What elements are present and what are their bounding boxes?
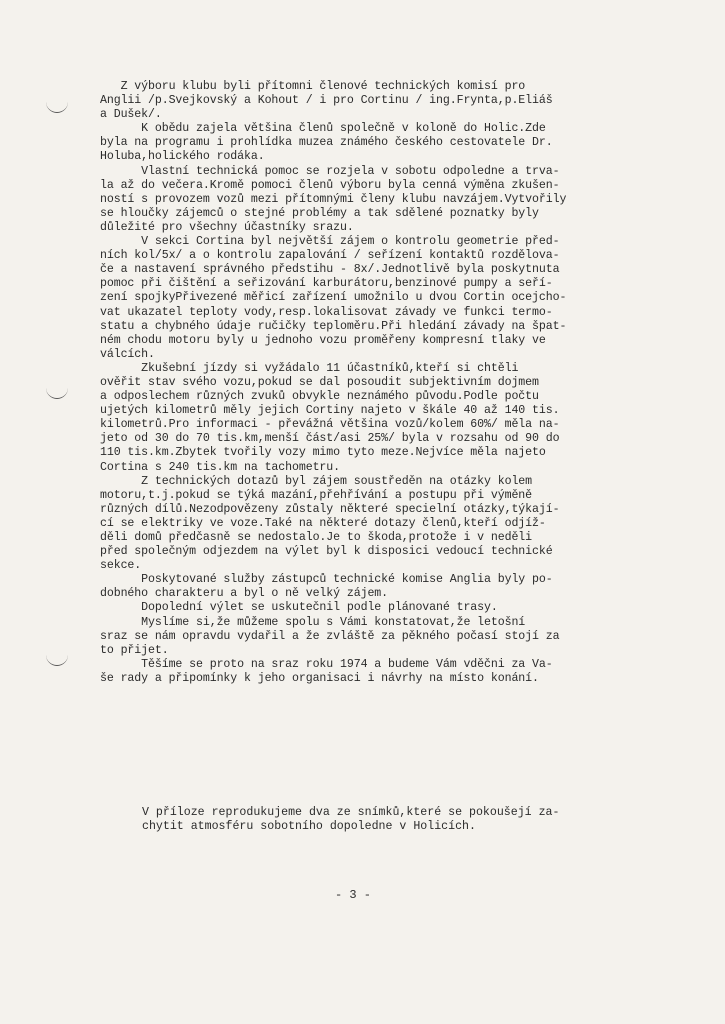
text-line: Z výboru klubu byli přítomni členové technických komisí pro [100,80,526,93]
text-line: různých dílů.Nezodpovězeny zůstaly některé specielní otázky,týkají- [100,502,560,516]
text-line: Poskytované služby zástupců technické komise Anglia byly po- [100,573,553,587]
paragraph [100,475,700,574]
text-line: vat ukazatel teploty vody,resp.lokalisovat závady ve funkci termo- [100,305,553,319]
paragraph [100,601,700,615]
attachment-note [142,806,702,834]
text-line: la až do večera.Kromě pomoci členů výboru byla cenná výměna zkušen- [100,178,560,192]
punch-hole-mark [46,388,68,399]
text-line: kilometrů.Pro informaci - převážná většina vozů/kolem 60%/ měla na- [100,418,560,432]
text-line: Zkušební jízdy si vyžádalo 11 účastníků,kteří si chtěli [100,361,519,375]
paragraph [100,122,700,164]
text-line: Myslíme si,že můžeme spolu s Vámi konstatovat,že letošní [100,615,526,629]
text-line: dobného charakteru a byl o ně velký zájem. [100,587,389,601]
paragraph [100,658,700,686]
text-line: před společným odjezdem na výlet byl k disposici vedoucí technické [100,545,553,559]
text-line: sekce. [100,559,142,573]
text-line: se hloučky zájemců o stejné problémy a tak sdělené poznatky byly [100,206,539,220]
paragraph [100,616,700,658]
text-line: Anglii /p.Svejkovský a Kohout / i pro Cortinu / ing.Frynta,p.Eliáš [100,94,553,108]
text-line: V příloze reprodukujeme dva ze snímků,které se pokoušejí za- [142,806,560,819]
paragraph [100,235,700,362]
text-line: Vlastní technická pomoc se rozjela v sobotu odpoledne a trva- [100,164,560,178]
text-line: Holuba,holického rodáka. [100,150,265,164]
paragraph [100,362,700,475]
text-line: důležité pro všechny účastníky srazu. [100,220,354,234]
text-line: statu a chybného údaje ručičky teploměru.Při hledání závady na špat- [100,319,567,333]
punch-hole-mark [46,655,68,666]
text-line: a odposlechem různých zvuků obvykle neznámého původu.Podle počtu [100,390,539,404]
text-line: Těšíme se proto na sraz roku 1974 a budeme Vám vděčni za Va- [100,657,553,671]
text-line: Z technických dotazů byl zájem soustředěn na otázky kolem [100,474,533,488]
text-line: V sekci Cortina byl největší zájem o kontrolu geometrie před- [100,235,560,249]
text-line: še rady a připomínky k jeho organisaci i návrhy na místo konání. [100,671,539,685]
text-line: chytit atmosféru sobotního dopoledne v Holicích. [142,820,476,834]
text-line: a Dušek/. [100,108,162,122]
text-line: válcích. [100,347,155,361]
page-number: - 3 - [334,888,371,902]
text-line: K obědu zajela většina členů společně v koloně do Holic.Zde [100,122,546,136]
text-line: če a nastavení správného předstihu - 8x/.Jednotlivě byla poskytnuta [100,263,560,277]
text-line: ních kol/5x/ a o kontrolu zapalování / seřízení kontaktů rozdělova- [100,249,560,263]
text-line: motoru,t.j.pokud se týká mazání,přehřívání a postupu při výměně [100,488,533,502]
text-line: sraz se nám opravdu vydařil a že zvláště za pěkného počasí stojí za [100,629,560,643]
text-line: ověřit stav svého vozu,pokud se dal posoudit subjektivním dojmem [100,375,539,389]
text-line: 110 tis.km.Zbytek tvořily vozy mimo tyto meze.Nejvíce měla najeto [100,446,546,460]
paragraph [100,165,700,235]
text-line: to přijet. [100,643,169,657]
text-line: ujetých kilometrů měly jejich Cortiny najeto v škále 40 až 140 tis. [100,404,560,418]
paragraph [100,573,700,601]
text-line: ností s provozem vozů mezi přítomnými členy klubu navzájem.Vytvořily [100,192,567,206]
typewritten-body [100,80,700,686]
punch-hole-mark [46,102,68,113]
text-line: pomoc při čištění a seřizování karburátoru,benzinové pumpy a seří- [100,277,553,291]
text-line: byla na programu i prohlídka muzea známého českého cestovatele Dr. [100,136,553,150]
text-line: zení spojkyPřivezené měřicí zařízení umožnilo u dvou Cortin ocejcho- [100,291,567,305]
text-line: děli domů předčasně se nedostalo.Je to škoda,protože i v neděli [100,531,533,544]
text-line: ném chodu motoru byly u jednoho vozu proměřeny kompresní tlaky ve [100,333,546,347]
text-line: Cortina s 240 tis.km na tachometru. [100,460,341,474]
text-line: cí se elektriky ve voze.Také na některé dotazy členů,kteří odjíž- [100,516,546,530]
text-line: Dopolední výlet se uskutečnil podle plánované trasy. [100,601,498,615]
text-line: jeto od 30 do 70 tis.km,menší část/asi 25%/ byla v rozsahu od 90 do [100,432,560,446]
paragraph [100,80,700,122]
